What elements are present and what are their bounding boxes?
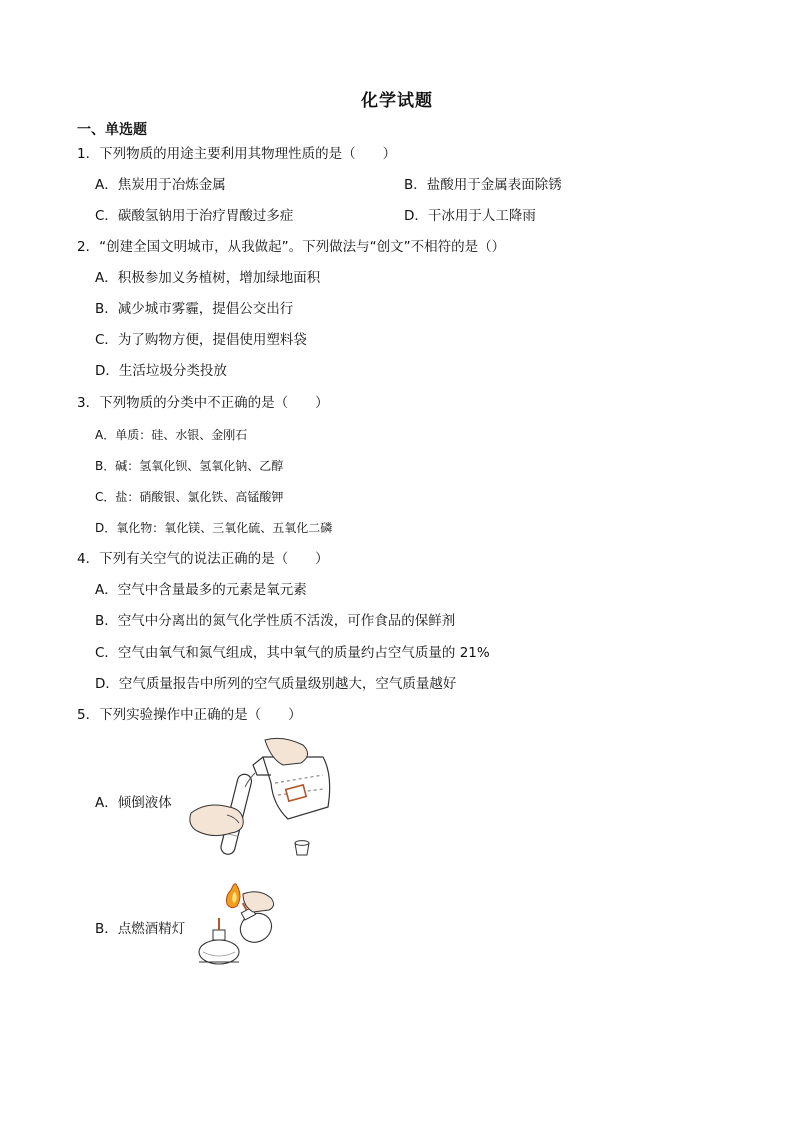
question-2-stem: 2．“创建全国文明城市，从我做起”。下列做法与“创文”不相符的是（） — [77, 239, 506, 255]
question-4-stem: 4．下列有关空气的说法正确的是（ ） — [77, 551, 329, 567]
question-5-option-b[interactable]: B．点燃酒精灯 — [95, 921, 186, 937]
question-3-stem: 3．下列物质的分类中不正确的是（ ） — [77, 395, 329, 411]
question-4-option-a[interactable]: A．空气中含量最多的元素是氧元素 — [95, 582, 307, 598]
question-1-option-d[interactable]: D．干冰用于人工降雨 — [404, 208, 536, 224]
question-2-option-a[interactable]: A．积极参加义务植树，增加绿地面积 — [95, 270, 321, 286]
alcohol-lamp-illustration — [193, 880, 285, 972]
question-3-option-c[interactable]: C．盐：硝酸银、氯化铁、高锰酸钾 — [95, 490, 284, 504]
section-heading: 一、单选题 — [77, 122, 147, 138]
question-4-option-b[interactable]: B．空气中分离出的氮气化学性质不活泼，可作食品的保鲜剂 — [95, 613, 456, 629]
question-5-stem: 5．下列实验操作中正确的是（ ） — [77, 707, 302, 723]
question-3-option-b[interactable]: B．碱：氢氧化钡、氢氧化钠、乙醇 — [95, 459, 284, 473]
question-1-option-b[interactable]: B．盐酸用于金属表面除锈 — [404, 177, 562, 193]
question-5-option-a[interactable]: A．倾倒液体 — [95, 795, 172, 811]
question-1-stem: 1．下列物质的用途主要利用其物理性质的是（ ） — [77, 146, 397, 162]
question-3-option-d[interactable]: D．氧化物：氧化镁、三氧化硫、五氧化二磷 — [95, 521, 333, 535]
question-1-option-a[interactable]: A．焦炭用于冶炼金属 — [95, 177, 226, 193]
question-2-option-c[interactable]: C．为了购物方便，提倡使用塑料袋 — [95, 332, 307, 348]
question-2-option-b[interactable]: B．减少城市雾霾，提倡公交出行 — [95, 301, 294, 317]
question-4-option-d[interactable]: D．空气质量报告中所列的空气质量级别越大，空气质量越好 — [95, 676, 457, 692]
page-title: 化学试题 — [361, 91, 433, 111]
question-2-option-d[interactable]: D．生活垃圾分类投放 — [95, 363, 227, 379]
pouring-liquid-illustration — [183, 735, 335, 865]
question-3-option-a[interactable]: A．单质：硅、水银、金刚石 — [95, 428, 248, 442]
question-1-option-c[interactable]: C．碳酸氢钠用于治疗胃酸过多症 — [95, 208, 294, 224]
question-4-option-c[interactable]: C．空气由氧气和氮气组成，其中氧气的质量约占空气质量的 21% — [95, 645, 490, 661]
